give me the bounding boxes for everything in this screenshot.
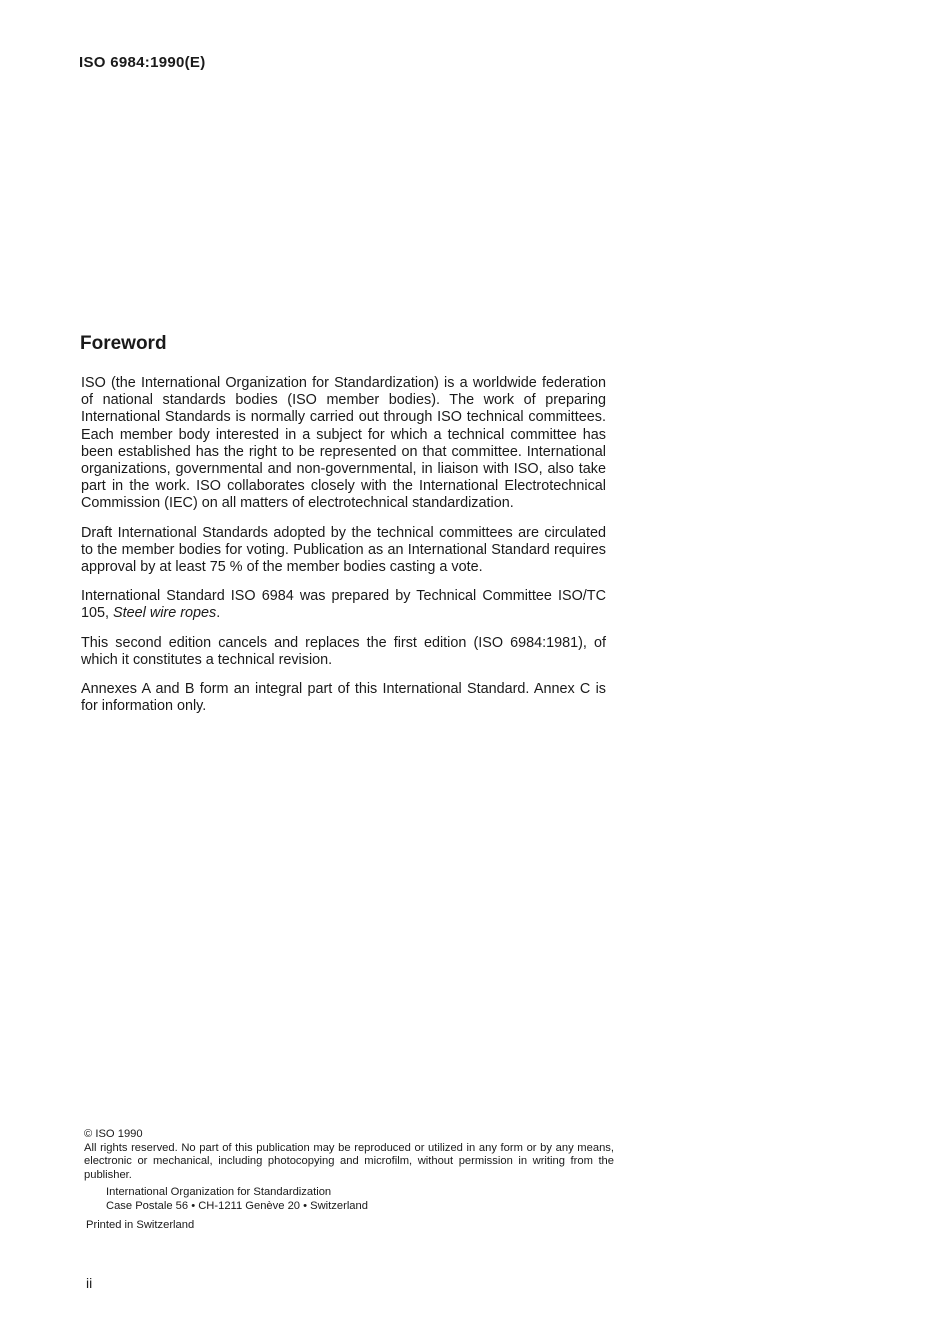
foreword-paragraph-1: ISO (the International Organization for Standardization) is a worldwide federation of national standards bodies (ISO member bodies). The work of preparing International Standards is normally carried out through ISO technical committees. Each member body interested in a subject for which a technical committee has been established has the right to be represented on that committee. International organizations, governmental and non-governmental, in liaison with ISO, also take part in the work. ISO collaborates closely with the International Electrotechnical Commission (IEC) on all matters of electrotechnical standardization.	[81, 375, 606, 512]
publisher-name: International Organization for Standardization	[106, 1186, 332, 1199]
copyright-block	[84, 1128, 614, 1232]
foreword-heading: Foreword	[80, 333, 167, 354]
committee-title: Steel wire ropes	[113, 605, 217, 622]
committee-text-end: .	[216, 605, 221, 622]
publisher-address	[84, 1186, 614, 1213]
foreword-body	[81, 375, 606, 727]
foreword-paragraph-4: This second edition cancels and replaces the first edition (ISO 6984:1981), of which it constitutes a technical revision.	[81, 634, 606, 668]
foreword-paragraph-3	[81, 588, 606, 622]
foreword-paragraph-5: Annexes A and B form an integral part of this International Standard. Annex C is for information only.	[81, 681, 606, 715]
printed-in: Printed in Switzerland	[86, 1218, 195, 1231]
rights-statement: All rights reserved. No part of this publication may be reproduced or utilized in any form or by any means, electronic or mechanical, including photocopying and microfilm, without permission in writing from the publisher.	[84, 1141, 614, 1181]
document-id: ISO 6984:1990(E)	[79, 54, 206, 71]
foreword-paragraph-2: Draft International Standards adopted by the technical committees are circulated to the member bodies for voting. Publication as an International Standard requires approval by at least 75 % of the member bodies casting a vote.	[81, 524, 606, 576]
copyright-notice: © ISO 1990	[84, 1128, 143, 1140]
page-number: ii	[86, 1275, 93, 1291]
committee-text: International Standard ISO 6984 was prepared by Technical Committee ISO/TC 105,	[81, 588, 606, 622]
publisher-postal-address: Case Postale 56 • CH-1211 Genève 20 • Switzerland	[106, 1199, 368, 1212]
